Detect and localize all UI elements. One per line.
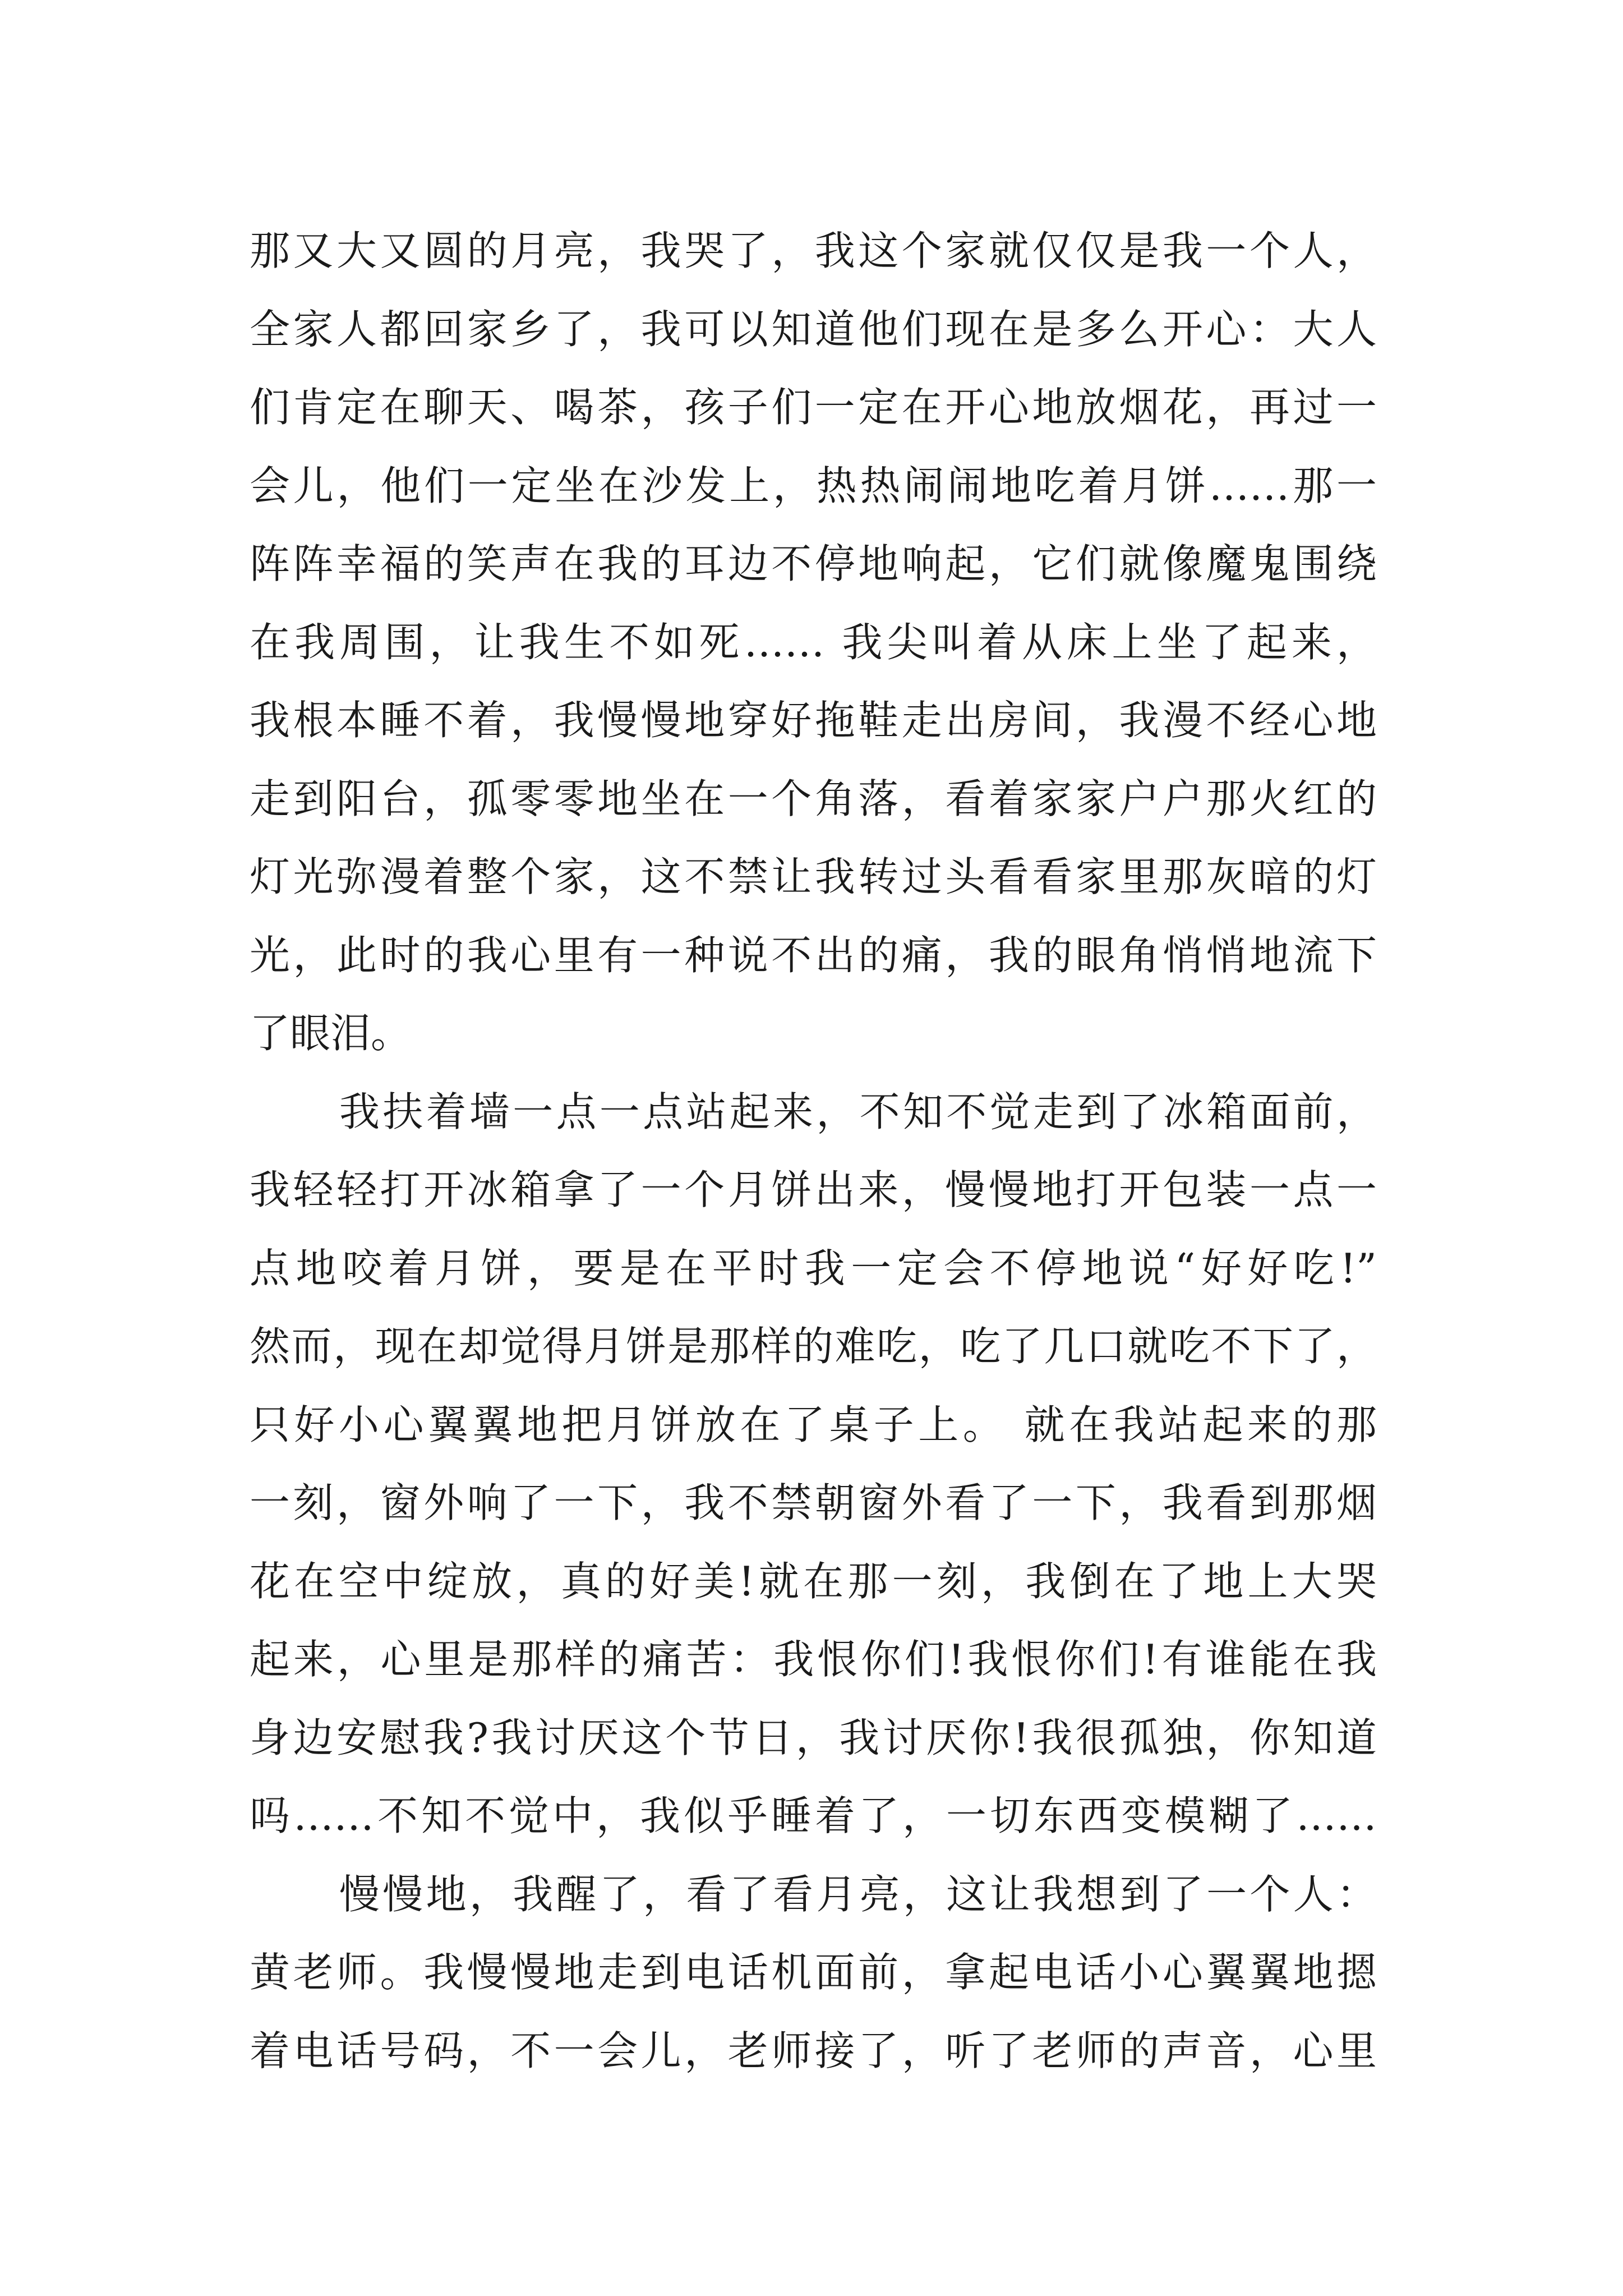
text-line: 黄老师。我慢慢地走到电话机面前，拿起电话小心翼翼地摁 [250,1949,1377,1996]
body-text [250,212,1377,2090]
text-line: 起来，心里是那样的痛苦：我恨你们!我恨你们!有谁能在我 [250,1636,1377,1683]
text-line: 然而，现在却觉得月饼是那样的难吃，吃了几口就吃不下了， [250,1323,1377,1370]
text-line: 光，此时的我心里有一种说不出的痛，我的眼角悄悄地流下 [250,931,1377,979]
text-line: 着电话号码，不一会儿，老师接了，听了老师的声音，心里 [250,2027,1377,2074]
text-line: 我轻轻打开冰箱拿了一个月饼出来，慢慢地打开包装一点一 [250,1166,1377,1213]
text-line: 们肯定在聊天、喝茶，孩子们一定在开心地放烟花，再过一 [250,384,1377,431]
text-line: 阵阵幸福的笑声在我的耳边不停地响起，它们就像魔鬼围绕 [250,540,1377,587]
text-line: 只好小心翼翼地把月饼放在了桌子上。 就在我站起来的那 [250,1401,1377,1448]
text-line: 在我周围，让我生不如死…… 我尖叫着从床上坐了起来， [250,618,1377,666]
text-line: 一刻，窗外响了一下，我不禁朝窗外看了一下，我看到那烟 [250,1479,1377,1526]
paragraph-start-line: 慢慢地，我醒了，看了看月亮，这让我想到了一个人： [339,1870,1377,1918]
text-line: 灯光弥漫着整个家，这不禁让我转过头看看家里那灰暗的灯 [250,853,1377,900]
text-line: 吗……不知不觉中，我似乎睡着了，一切东西变模糊了…… [250,1792,1377,1839]
text-line: 我根本睡不着，我慢慢地穿好拖鞋走出房间，我漫不经心地 [250,697,1377,744]
text-line: 花在空中绽放，真的好美!就在那一刻，我倒在了地上大哭 [250,1557,1377,1605]
text-line: 走到阳台，孤零零地坐在一个角落，看着家家户户那火红的 [250,775,1377,822]
text-line: 了眼泪。 [250,1010,412,1057]
text-line: 点地咬着月饼，要是在平时我一定会不停地说“好好吃!” [250,1244,1377,1292]
text-line: 全家人都回家乡了，我可以知道他们现在是多么开心：大人 [250,305,1377,353]
text-line: 那又大又圆的月亮，我哭了，我这个家就仅仅是我一个人， [250,227,1377,274]
text-line: 会儿，他们一定坐在沙发上，热热闹闹地吃着月饼……那一 [250,462,1377,509]
paragraph-start-line: 我扶着墙一点一点站起来，不知不觉走到了冰箱面前， [339,1088,1377,1135]
text-line: 身边安慰我?我讨厌这个节日，我讨厌你!我很孤独，你知道 [250,1714,1377,1761]
